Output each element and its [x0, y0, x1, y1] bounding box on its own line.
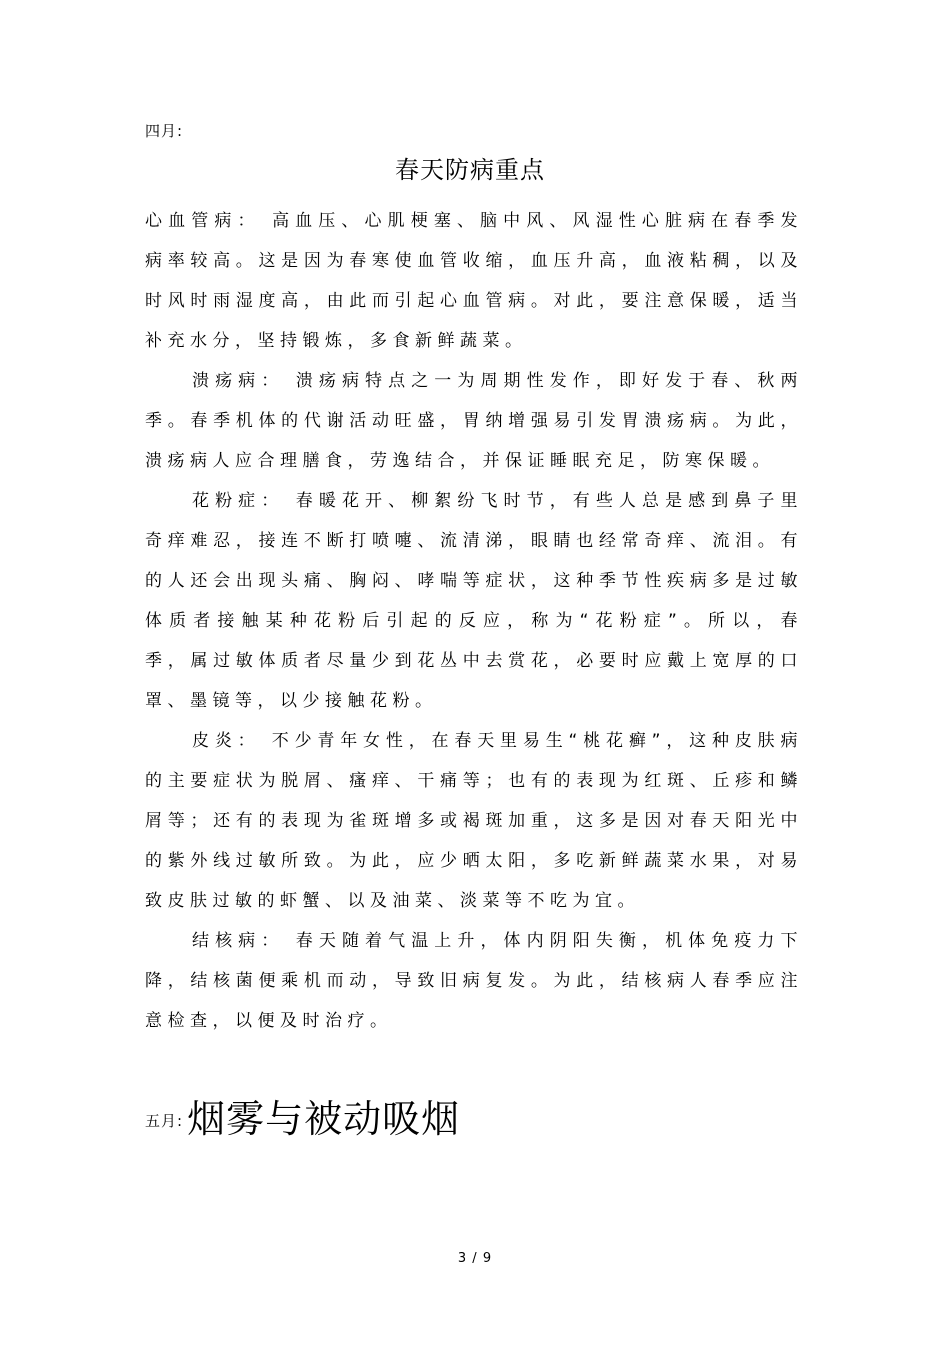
paragraph-cardiovascular: 心血管病： 高血压、心肌梗塞、脑中风、风湿性心脏病在春季发病率较高。这是因为春寒使血管收缩，血压升高，血液粘稠，以及时风时雨湿度高，由此而引起心血管病。对此，要注意保暖，适当补充水分，坚持锻炼，多食新鲜蔬菜。 [145, 211, 803, 351]
april-section-title: 春天防病重点 [395, 156, 545, 184]
paragraph-ulcer: 溃疡病： 溃疡病特点之一为周期性发作，即好发于春、秋两季。春季机体的代谢活动旺盛，胃纳增强易引发胃溃疡病。为此，溃疡病人应合理膳食，劳逸结合，并保证睡眠充足，防寒保暖。 [145, 371, 803, 471]
article-body [145, 201, 803, 1041]
paragraph-dermatitis: 皮炎： 不少青年女性，在春天里易生“桃花癣”，这种皮肤病的主要症状为脱屑、瘙痒、干痛等；也有的表现为红斑、丘疹和鳞屑等；还有的表现为雀斑增多或褐斑加重，这多是因对春天阳光中的紫外线过敏所致。为此，应少晒太阳，多吃新鲜蔬菜水果，对易致皮肤过敏的虾蟹、以及油菜、淡菜等不吃为宜。 [145, 731, 803, 911]
may-label: 五月: [145, 1112, 184, 1130]
may-section-heading [145, 1088, 460, 1143]
may-section-title: 烟雾与被动吸烟 [187, 1097, 461, 1141]
paragraph-tuberculosis: 结核病： 春天随着气温上升，体内阴阳失衡，机体免疫力下降，结核菌便乘机而动，导致旧病复发。为此，结核病人春季应注意检查，以便及时治疗。 [145, 931, 803, 1031]
page-number: 3 / 9 [457, 1251, 493, 1266]
april-label: 四月: [145, 122, 184, 140]
paragraph-hay-fever: 花粉症： 春暖花开、柳絮纷飞时节，有些人总是感到鼻子里奇痒难忍，接连不断打喷嚏、流清涕，眼睛也经常奇痒、流泪。有的人还会出现头痛、胸闷、哮喘等症状，这种季节性疾病多是过敏体质者接触某种花粉后引起的反应，称为“花粉症”。所以，春季，属过敏体质者尽量少到花丛中去赏花，必要时应戴上宽厚的口罩、墨镜等，以少接触花粉。 [145, 491, 803, 711]
